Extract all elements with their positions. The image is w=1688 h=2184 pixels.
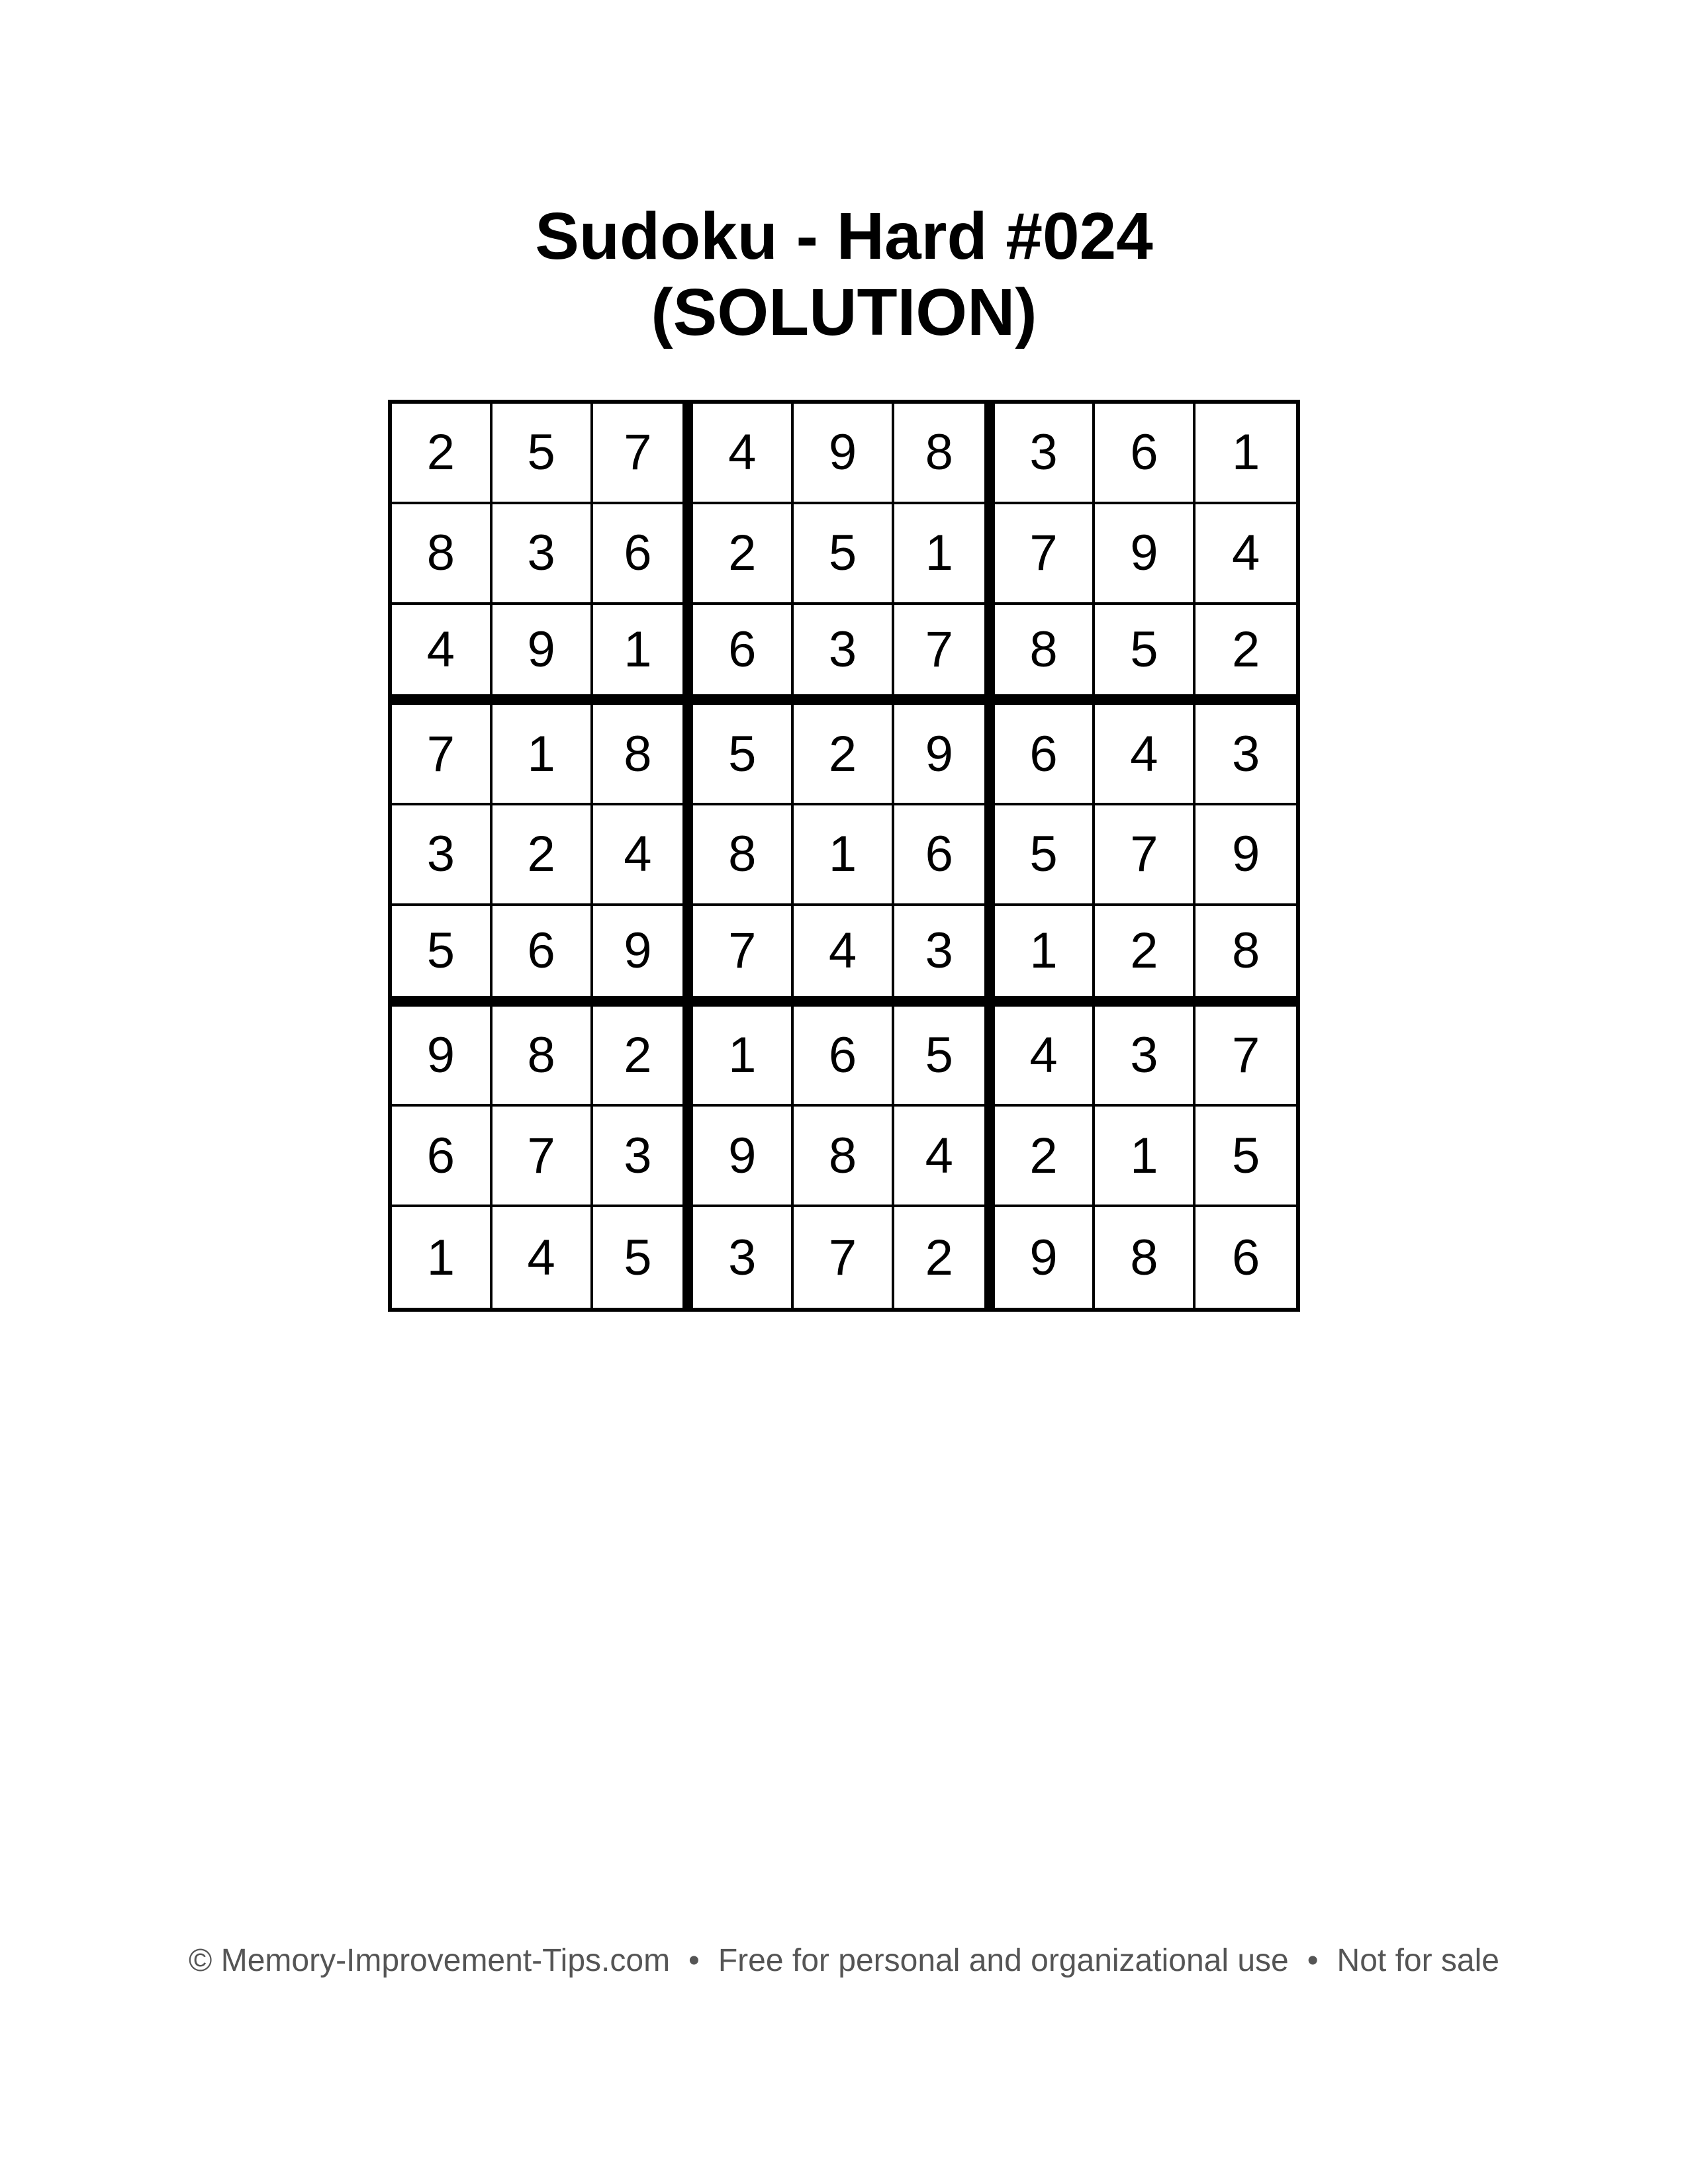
sudoku-cell: 5 bbox=[693, 705, 794, 805]
sudoku-cell: 1 bbox=[492, 705, 593, 805]
sudoku-cell: 5 bbox=[794, 504, 894, 605]
sudoku-cell: 9 bbox=[593, 906, 694, 1007]
sudoku-cell: 9 bbox=[995, 1207, 1096, 1308]
sudoku-cell: 9 bbox=[693, 1107, 794, 1207]
footer-copyright: © Memory-Improvement-Tips.com bbox=[189, 1943, 671, 1978]
sudoku-cell: 6 bbox=[894, 805, 995, 906]
sudoku-cell: 1 bbox=[1095, 1107, 1196, 1207]
sudoku-cell: 2 bbox=[995, 1107, 1096, 1207]
sudoku-cell: 6 bbox=[995, 705, 1096, 805]
sudoku-cell: 7 bbox=[693, 906, 794, 1007]
sudoku-cell: 9 bbox=[1196, 805, 1296, 906]
sudoku-cell: 7 bbox=[392, 705, 492, 805]
sudoku-cell: 7 bbox=[794, 1207, 894, 1308]
sudoku-cell: 5 bbox=[492, 404, 593, 504]
sudoku-cell: 4 bbox=[693, 404, 794, 504]
sudoku-cell: 4 bbox=[995, 1007, 1096, 1107]
sudoku-cell: 6 bbox=[593, 504, 694, 605]
sudoku-cell: 7 bbox=[1196, 1007, 1296, 1107]
sudoku-cell: 8 bbox=[1095, 1207, 1196, 1308]
sudoku-cell: 5 bbox=[995, 805, 1096, 906]
sudoku-cell: 7 bbox=[894, 605, 995, 705]
sudoku-cell: 2 bbox=[492, 805, 593, 906]
sudoku-cell: 7 bbox=[1095, 805, 1196, 906]
sudoku-cell: 8 bbox=[392, 504, 492, 605]
sudoku-cell: 3 bbox=[995, 404, 1096, 504]
solution-label: (SOLUTION) bbox=[651, 275, 1037, 349]
sudoku-cell: 8 bbox=[593, 705, 694, 805]
sudoku-cell: 4 bbox=[593, 805, 694, 906]
sudoku-cell: 8 bbox=[894, 404, 995, 504]
sudoku-cell: 8 bbox=[995, 605, 1096, 705]
sudoku-cell: 3 bbox=[1095, 1007, 1196, 1107]
page-title bbox=[0, 199, 1688, 351]
sudoku-cell: 4 bbox=[894, 1107, 995, 1207]
sudoku-grid bbox=[388, 400, 1300, 1312]
sudoku-cell: 3 bbox=[693, 1207, 794, 1308]
sudoku-cell: 6 bbox=[693, 605, 794, 705]
sudoku-cell: 7 bbox=[995, 504, 1096, 605]
sudoku-cell: 2 bbox=[1196, 605, 1296, 705]
sudoku-cell: 1 bbox=[1196, 404, 1296, 504]
sudoku-cell: 5 bbox=[1196, 1107, 1296, 1207]
sudoku-cell: 7 bbox=[593, 404, 694, 504]
sudoku-cell: 1 bbox=[392, 1207, 492, 1308]
sudoku-cell: 9 bbox=[1095, 504, 1196, 605]
puzzle-title: Sudoku - Hard #024 bbox=[535, 199, 1153, 273]
sudoku-cell: 9 bbox=[492, 605, 593, 705]
sudoku-cell: 1 bbox=[794, 805, 894, 906]
footer-sale: Not for sale bbox=[1336, 1943, 1499, 1978]
footer-separator: • bbox=[1307, 1943, 1319, 1978]
sudoku-cell: 6 bbox=[794, 1007, 894, 1107]
sudoku-cell: 5 bbox=[392, 906, 492, 1007]
sudoku-cell: 9 bbox=[794, 404, 894, 504]
sudoku-cell: 6 bbox=[392, 1107, 492, 1207]
footer bbox=[0, 1942, 1688, 1979]
sudoku-cell: 1 bbox=[995, 906, 1096, 1007]
sudoku-cell: 8 bbox=[693, 805, 794, 906]
sudoku-cell: 5 bbox=[593, 1207, 694, 1308]
sudoku-cell: 4 bbox=[392, 605, 492, 705]
sudoku-cell: 2 bbox=[894, 1207, 995, 1308]
sudoku-cell: 2 bbox=[794, 705, 894, 805]
sudoku-cell: 4 bbox=[794, 906, 894, 1007]
sudoku-cell: 5 bbox=[894, 1007, 995, 1107]
sudoku-cell: 1 bbox=[693, 1007, 794, 1107]
sudoku-cell: 9 bbox=[894, 705, 995, 805]
footer-separator: • bbox=[688, 1943, 700, 1978]
sudoku-cell: 3 bbox=[492, 504, 593, 605]
sudoku-cell: 5 bbox=[1095, 605, 1196, 705]
sudoku-cell: 6 bbox=[492, 906, 593, 1007]
sudoku-cell: 3 bbox=[593, 1107, 694, 1207]
sudoku-cell: 3 bbox=[794, 605, 894, 705]
sudoku-cell: 3 bbox=[1196, 705, 1296, 805]
sudoku-cell: 1 bbox=[894, 504, 995, 605]
sudoku-cell: 8 bbox=[794, 1107, 894, 1207]
sudoku-cell: 2 bbox=[693, 504, 794, 605]
sudoku-cell: 9 bbox=[392, 1007, 492, 1107]
sudoku-cell: 7 bbox=[492, 1107, 593, 1207]
sudoku-cell: 3 bbox=[392, 805, 492, 906]
footer-usage: Free for personal and organizational use bbox=[718, 1943, 1289, 1978]
sudoku-cell: 4 bbox=[1196, 504, 1296, 605]
sudoku-cell: 4 bbox=[492, 1207, 593, 1308]
sudoku-cell: 1 bbox=[593, 605, 694, 705]
sudoku-cell: 4 bbox=[1095, 705, 1196, 805]
sudoku-cell: 3 bbox=[894, 906, 995, 1007]
sudoku-cell: 8 bbox=[1196, 906, 1296, 1007]
sudoku-cell: 6 bbox=[1095, 404, 1196, 504]
sudoku-cell: 2 bbox=[1095, 906, 1196, 1007]
sudoku-cell: 6 bbox=[1231, 1229, 1260, 1286]
sudoku-cell: 8 bbox=[492, 1007, 593, 1107]
sudoku-cell: 2 bbox=[392, 404, 492, 504]
sudoku-cell: 2 bbox=[593, 1007, 694, 1107]
